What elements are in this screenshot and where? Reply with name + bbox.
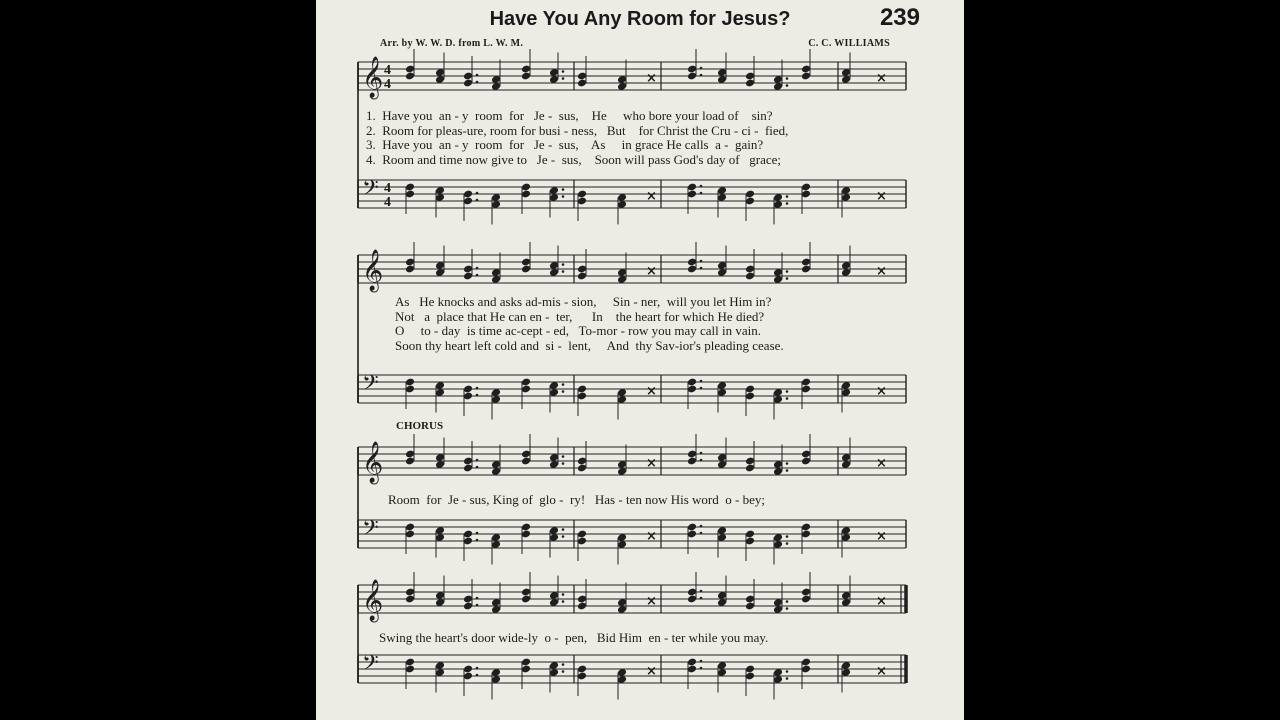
dot — [786, 202, 789, 205]
chorus-label: CHORUS — [396, 420, 444, 432]
verse-line-3: O to - day is time ac-cept - ed, To-mor - row you may call in vain. — [395, 323, 761, 338]
dot — [700, 590, 703, 593]
dot — [562, 195, 565, 198]
rest-icon: × — [876, 384, 887, 399]
verse-line-4: 4. Room and time now give to Je - sus, Soon will pass God's day of grace; — [366, 151, 782, 167]
dot — [786, 277, 789, 280]
rest-icon: × — [646, 456, 657, 471]
dot — [700, 387, 703, 390]
dot — [562, 383, 565, 386]
dot — [700, 532, 703, 535]
dot — [562, 188, 565, 191]
dot — [700, 459, 703, 462]
dot — [700, 452, 703, 455]
dot — [476, 394, 479, 397]
dot — [562, 77, 565, 80]
bass-clef-icon: 𝄢 — [362, 371, 379, 401]
dot — [562, 663, 565, 666]
composer-credit: C. C. WILLIAMS — [808, 38, 890, 49]
verses-block-1 — [366, 109, 788, 167]
verses-block-2 — [395, 295, 784, 353]
dot — [562, 528, 565, 531]
rest-icon: × — [646, 384, 657, 399]
dot — [476, 199, 479, 202]
dot — [786, 607, 789, 610]
treble-clef-icon: 𝄞 — [362, 442, 384, 483]
verse-line-1: As He knocks and asks ad-mis - sion, Sin - ner, will you let Him in? — [395, 294, 772, 309]
rest-icon: × — [646, 71, 657, 86]
dot — [700, 192, 703, 195]
rest-icon: × — [876, 189, 887, 204]
rest-icon: × — [646, 594, 657, 609]
dot — [700, 380, 703, 383]
time-signature-bottom: 4 — [384, 195, 391, 210]
time-signature-bottom: 4 — [384, 77, 391, 92]
treble-clef-icon: 𝄞 — [362, 57, 384, 98]
dot — [786, 270, 789, 273]
hymn-title: Have You Any Room for Jesus? — [489, 8, 791, 30]
hymn-number: 239 — [879, 4, 920, 31]
rest-icon: × — [876, 664, 887, 679]
dot — [786, 397, 789, 400]
dot — [476, 274, 479, 277]
dot — [476, 466, 479, 469]
dot — [700, 185, 703, 188]
dot — [700, 597, 703, 600]
dot — [786, 84, 789, 87]
verse-line-4: Soon thy heart left cold and si - lent, And thy Sav-ior's pleading cease. — [395, 337, 784, 353]
rest-icon: × — [646, 529, 657, 544]
dot — [700, 267, 703, 270]
dot — [562, 593, 565, 596]
dot — [562, 535, 565, 538]
treble-clef-icon: 𝄞 — [362, 250, 384, 291]
dot — [700, 67, 703, 70]
rest-icon: × — [876, 456, 887, 471]
dot — [562, 670, 565, 673]
dot — [476, 459, 479, 462]
dot — [476, 604, 479, 607]
time-signature-top: 4 — [384, 63, 391, 78]
chorus-lyric-line-1: Room for Je - sus, King of glo - ry! Has - ten now His word o - bey; — [388, 492, 765, 507]
chorus-lyric-line-2: Swing the heart's door wide-ly o - pen, Bid Him en - ter while you may. — [379, 630, 769, 645]
dot — [562, 600, 565, 603]
arranger-credit: Arr. by W. W. D. from L. W. M. — [380, 38, 524, 49]
dot — [700, 660, 703, 663]
dot — [786, 542, 789, 545]
dot — [700, 667, 703, 670]
rest-icon: × — [646, 664, 657, 679]
bass-clef-icon: 𝄢 — [362, 176, 379, 206]
verse-line-1: 1. Have you an - y room for Je - sus, He who bore your load of sin? — [366, 108, 773, 123]
dot — [786, 195, 789, 198]
dot — [476, 539, 479, 542]
rest-icon: × — [646, 189, 657, 204]
dot — [476, 667, 479, 670]
dot — [786, 600, 789, 603]
rest-icon: × — [876, 529, 887, 544]
dot — [786, 670, 789, 673]
dot — [786, 462, 789, 465]
dot — [700, 525, 703, 528]
dot — [476, 81, 479, 84]
dot — [562, 270, 565, 273]
dot — [562, 455, 565, 458]
verse-line-2: Not a place that He can en - ter, In the heart for which He died? — [395, 308, 765, 324]
dot — [562, 70, 565, 73]
rest-icon: × — [876, 71, 887, 86]
dot — [476, 192, 479, 195]
dot — [786, 77, 789, 80]
dot — [700, 74, 703, 77]
dot — [786, 390, 789, 393]
dot — [476, 74, 479, 77]
rest-icon: × — [876, 264, 887, 279]
dot — [700, 260, 703, 263]
bass-clef-icon: 𝄢 — [362, 651, 379, 681]
treble-clef-icon: 𝄞 — [362, 580, 384, 621]
dot — [476, 674, 479, 677]
dot — [476, 267, 479, 270]
dot — [786, 535, 789, 538]
rest-icon: × — [876, 594, 887, 609]
dot — [562, 263, 565, 266]
dot — [476, 387, 479, 390]
dot — [476, 597, 479, 600]
dot — [476, 532, 479, 535]
verse-line-2: 2. Room for pleas-ure, room for busi - ness, But for Christ the Cru - ci - fied, — [366, 122, 789, 138]
rest-icon: × — [646, 264, 657, 279]
dot — [562, 390, 565, 393]
dot — [786, 677, 789, 680]
verse-line-3: 3. Have you an - y room for Je - sus, As in grace He calls a - gain? — [366, 137, 764, 152]
bass-clef-icon: 𝄢 — [362, 516, 379, 546]
dot — [562, 462, 565, 465]
time-signature-top: 4 — [384, 181, 391, 196]
dot — [786, 469, 789, 472]
hymn-page — [316, 0, 964, 720]
